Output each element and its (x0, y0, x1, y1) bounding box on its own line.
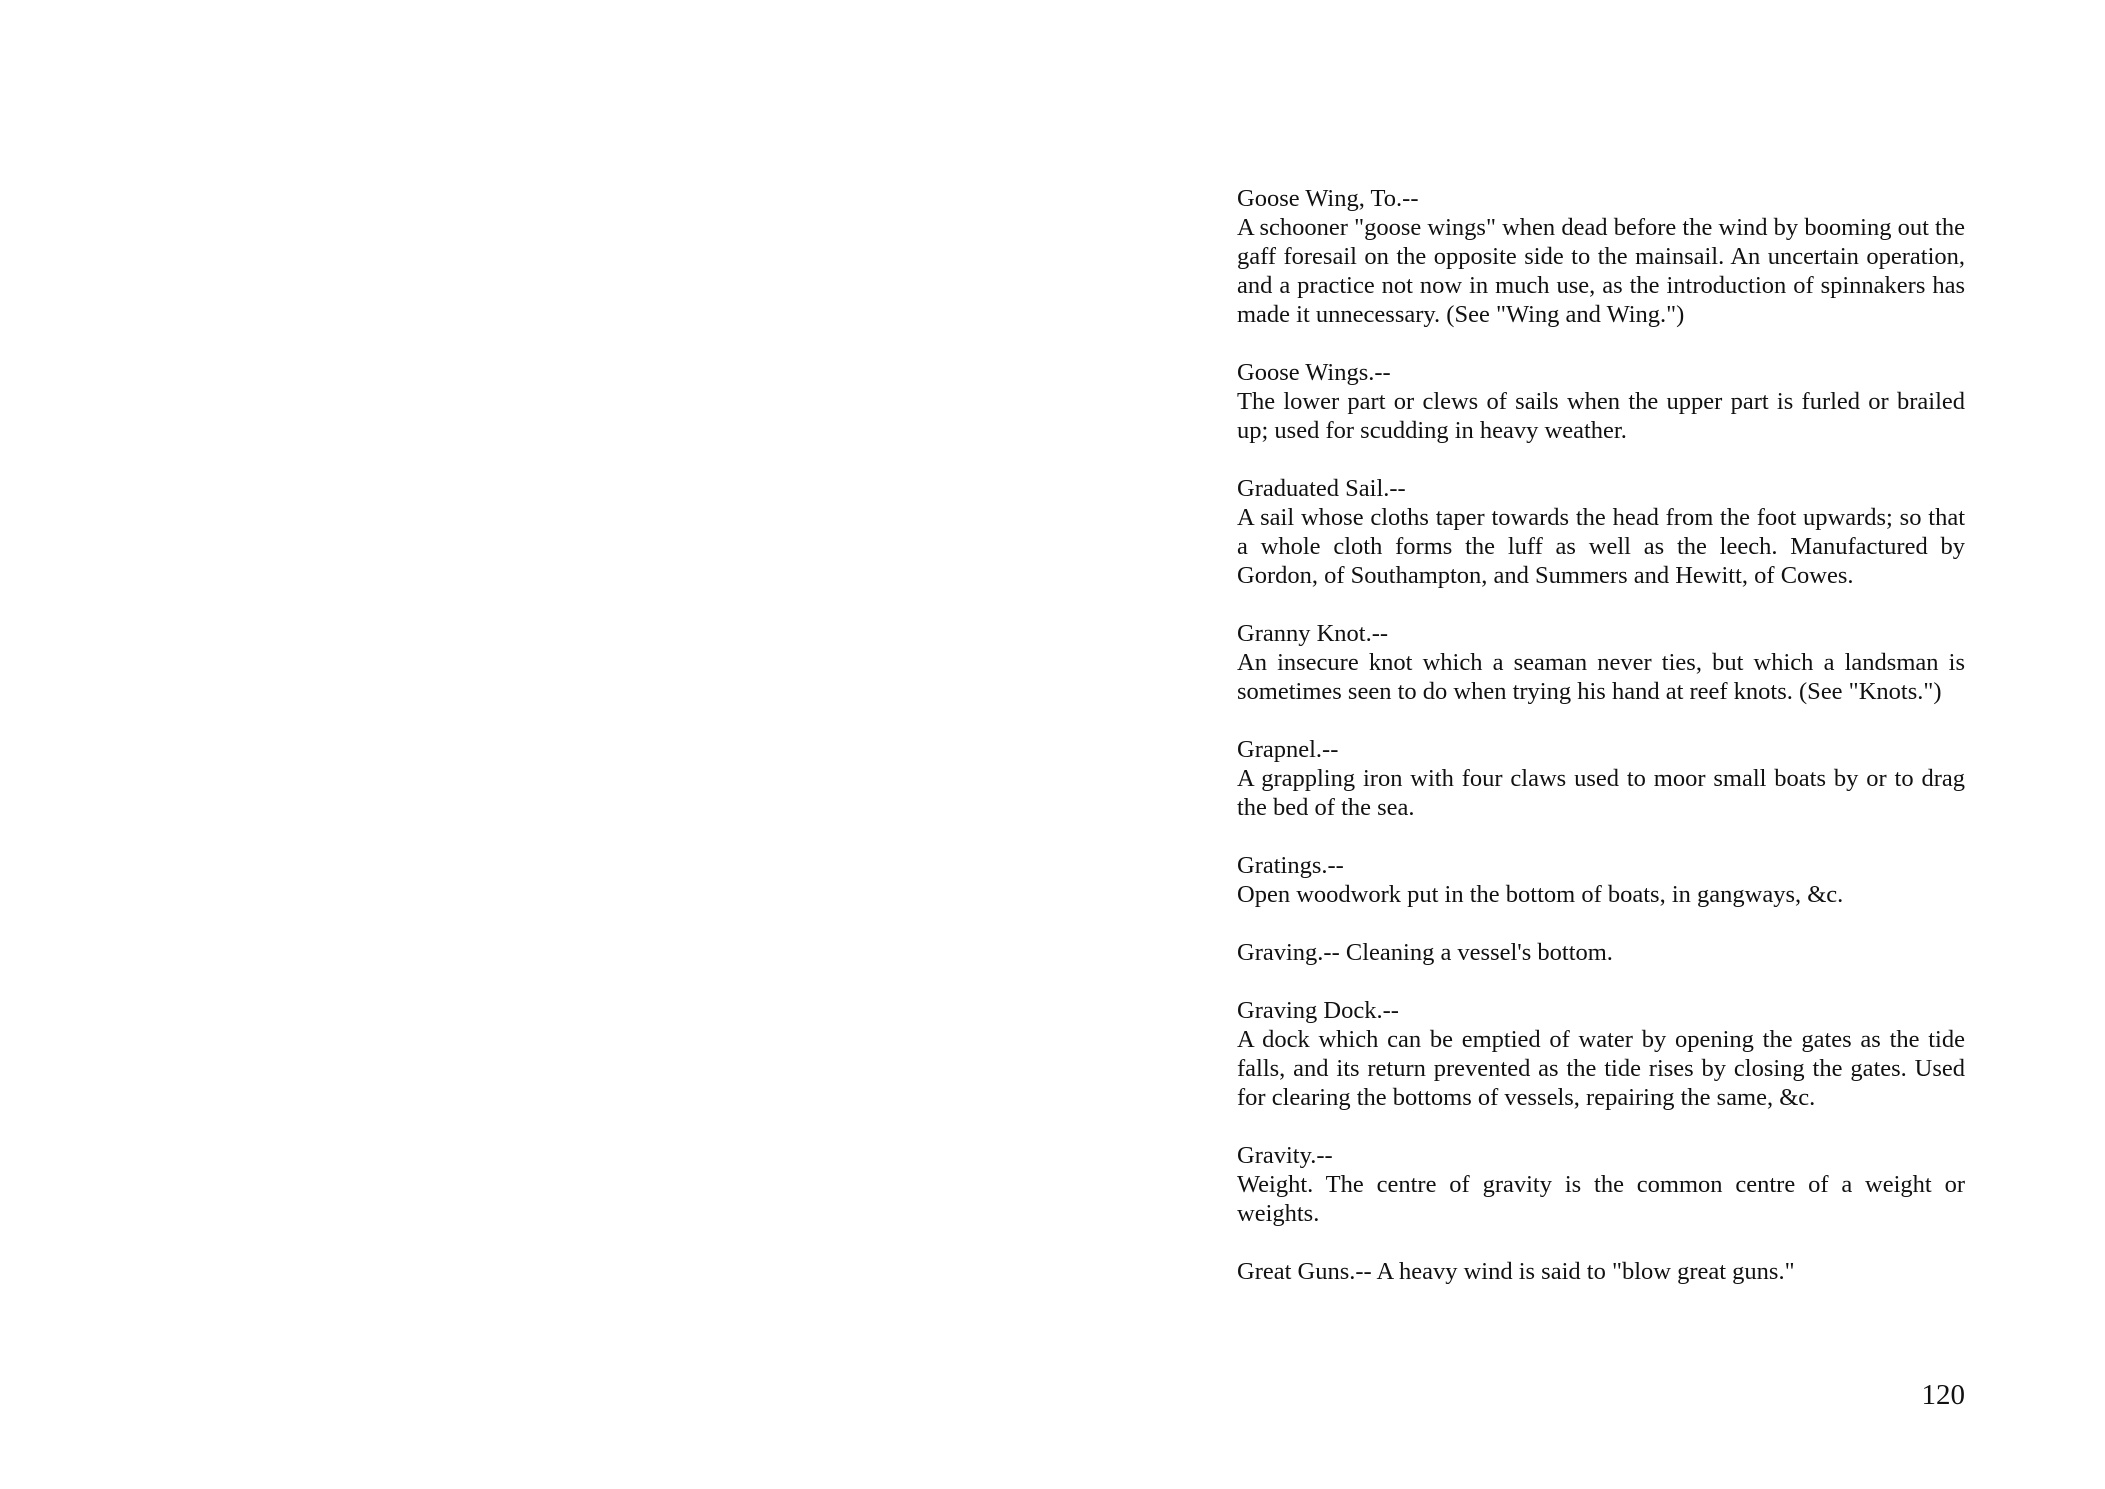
glossary-entry (1237, 474, 1965, 590)
entry-definition: A sail whose cloths taper towards the head from the foot upwards; so that a whole cloth forms the luff as well as the leech. Manufactured by Gordon, of Southampton, and Summers and Hewitt, of Cowes. (1237, 504, 1965, 589)
glossary-entry (1237, 996, 1965, 1112)
glossary-entry (1237, 735, 1965, 822)
glossary-entry (1237, 938, 1965, 967)
glossary-entry (1237, 358, 1965, 445)
entry-term: Graduated Sail.-- (1237, 475, 1406, 502)
entry-definition: A heavy wind is said to "blow great guns." (1376, 1258, 1795, 1285)
glossary-entry (1237, 619, 1965, 706)
entry-term: Grapnel.-- (1237, 736, 1339, 763)
glossary-entries (1237, 184, 1965, 1315)
entry-definition: The lower part or clews of sails when the upper part is furled or brailed up; used for scudding in heavy weather. (1237, 388, 1965, 444)
entry-term: Graving.-- (1237, 939, 1340, 966)
entry-term: Goose Wing, To.-- (1237, 185, 1419, 212)
entry-term: Goose Wings.-- (1237, 359, 1391, 386)
glossary-entry (1237, 1257, 1965, 1286)
entry-definition: A grappling iron with four claws used to moor small boats by or to drag the bed of the sea. (1237, 765, 1965, 821)
entry-definition: Cleaning a vessel's bottom. (1345, 939, 1613, 966)
entry-term: Gratings.-- (1237, 852, 1344, 879)
entry-definition: Open woodwork put in the bottom of boats, in gangways, &c. (1237, 881, 1844, 908)
glossary-entry (1237, 184, 1965, 329)
page-number: 120 (1921, 1379, 1965, 1411)
right-page (1050, 0, 2105, 1489)
entry-definition: A schooner "goose wings" when dead before the wind by booming out the gaff foresail on the opposite side to the mainsail. An uncertain operation, and a practice not now in much use, as the introduction of spinnakers has made it unnecessary. (See "Wing and Wing.") (1237, 214, 1965, 328)
entry-term: Great Guns.-- (1237, 1258, 1372, 1285)
entry-term: Gravity.-- (1237, 1142, 1333, 1169)
entry-term: Granny Knot.-- (1237, 620, 1389, 647)
entry-definition: Weight. The centre of gravity is the common centre of a weight or weights. (1237, 1171, 1965, 1227)
entry-definition: An insecure knot which a seaman never ties, but which a landsman is sometimes seen to do when trying his hand at reef knots. (See "Knots.") (1237, 649, 1965, 705)
glossary-entry (1237, 851, 1965, 909)
left-page-blank (0, 0, 1050, 1489)
glossary-entry (1237, 1141, 1965, 1228)
entry-term: Graving Dock.-- (1237, 997, 1399, 1024)
entry-definition: A dock which can be emptied of water by opening the gates as the tide falls, and its return prevented as the tide rises by closing the gates. Used for clearing the bottoms of vessels, repairing the same, &c. (1237, 1026, 1965, 1111)
